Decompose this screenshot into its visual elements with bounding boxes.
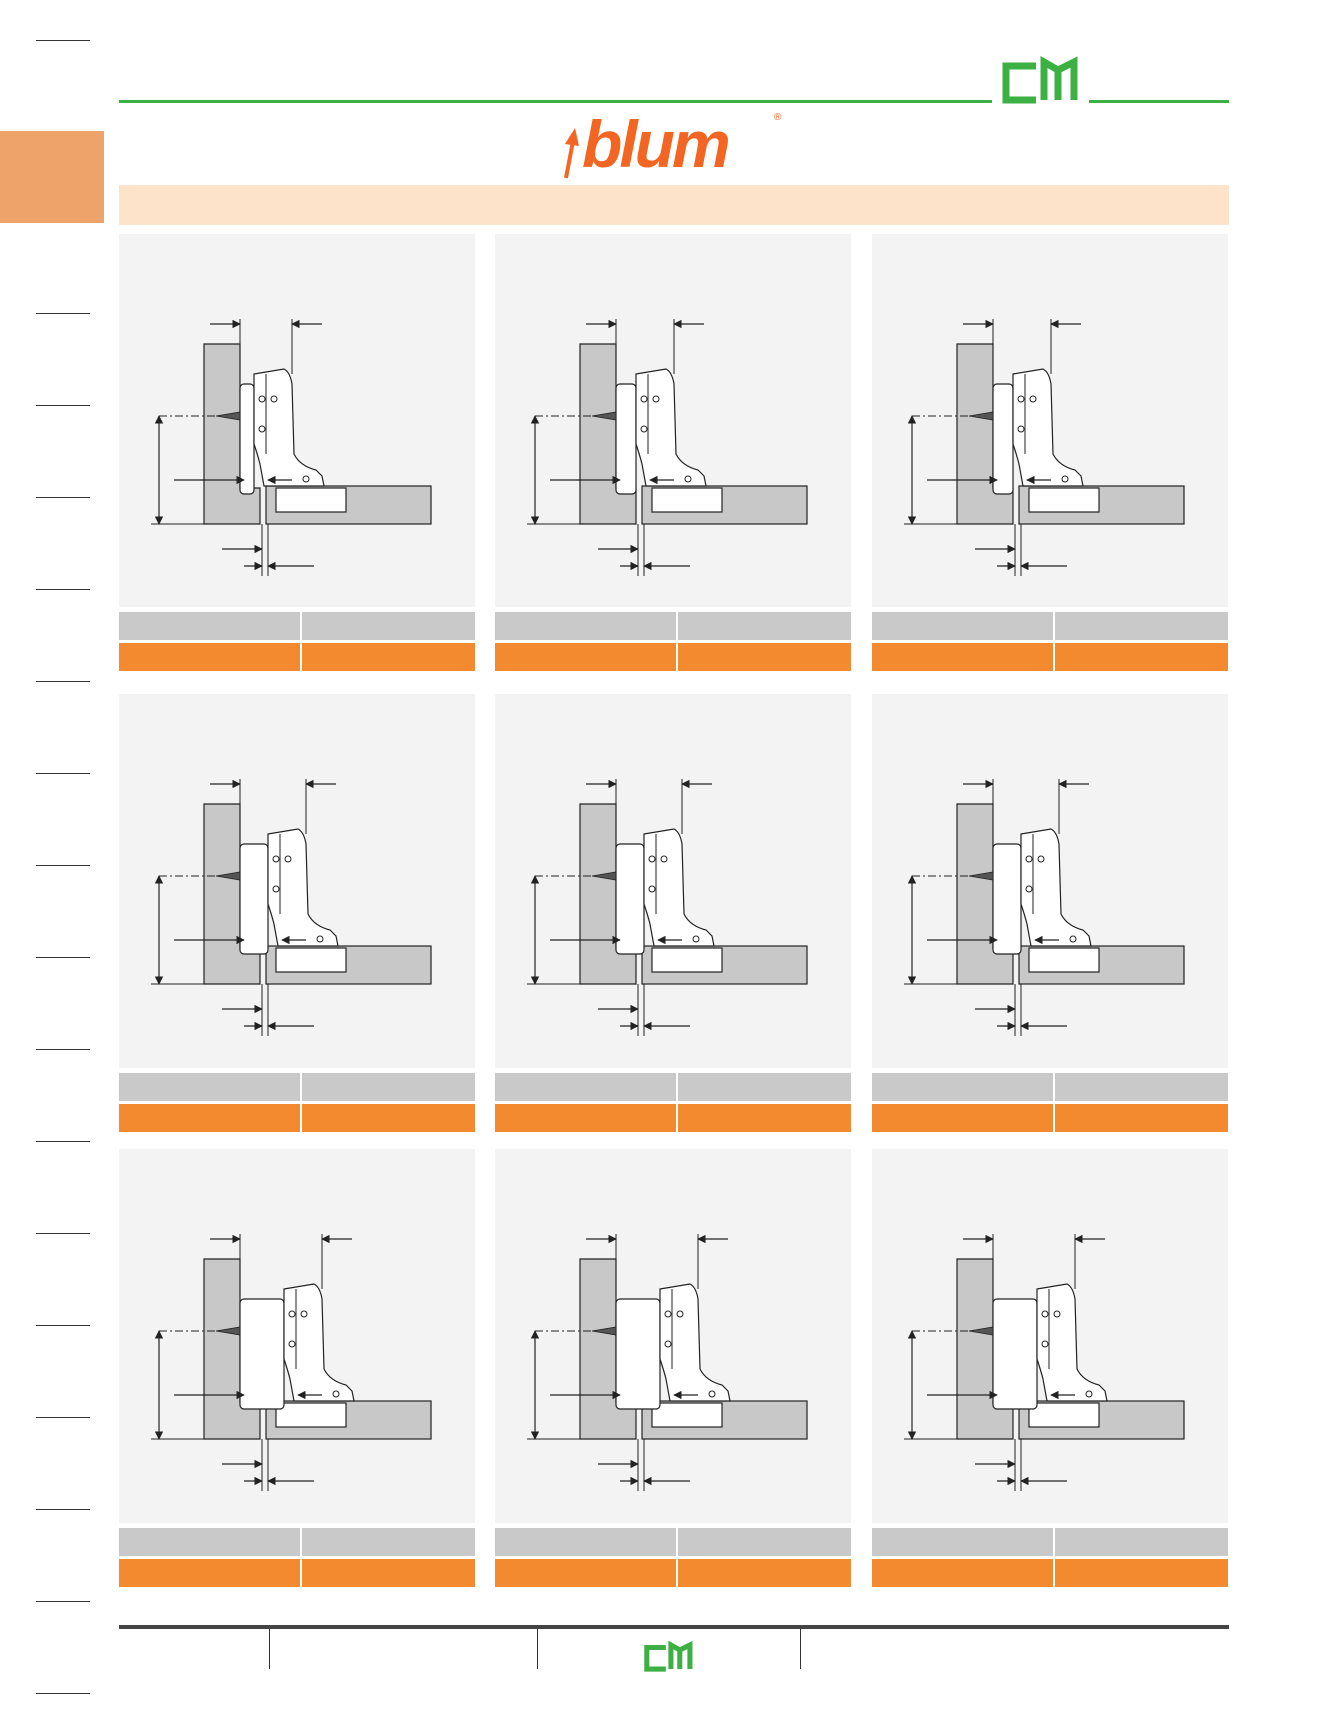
margin-tick [36,1417,90,1418]
hinge-card [119,1149,475,1523]
hinge-card [119,234,475,607]
spec-row-orange [872,1559,1228,1587]
margin-tick [36,865,90,866]
spec-row-grey [495,612,851,640]
blum-wordmark: blum [582,107,728,181]
cell-separator [676,1104,678,1132]
section-banner [119,185,1229,225]
margin-tick [36,957,90,958]
margin-tick [36,1601,90,1602]
hinge-diagram [527,1234,807,1491]
hinge-diagram [904,319,1184,576]
hinge-drawing [495,234,851,607]
margin-tick [36,40,90,41]
cell-separator [300,1073,302,1101]
hinge-diagram [527,779,807,1036]
spec-row-orange [495,1559,851,1587]
cell-separator [300,612,302,640]
cell-separator [676,612,678,640]
margin-tick [36,1693,90,1694]
cell-separator [300,1528,302,1556]
hinge-card [872,234,1228,607]
cell-separator [676,643,678,671]
hinge-diagram [904,779,1184,1036]
spec-row-orange [119,1104,475,1132]
margin-tick [36,1509,90,1510]
footer-divider [537,1629,538,1669]
cell-separator [1053,643,1055,671]
hinge-diagram [151,779,431,1036]
hinge-diagram [151,1234,431,1491]
spec-row-orange [495,643,851,671]
hinge-drawing [119,1149,475,1523]
hinge-diagram [904,1234,1184,1491]
hinge-drawing [495,694,851,1068]
cell-separator [1053,1073,1055,1101]
spec-row-grey [495,1073,851,1101]
margin-tick [36,1233,90,1234]
footer-rule [119,1625,1229,1629]
cell-separator [300,1559,302,1587]
cell-separator [676,1528,678,1556]
header-rule-right [1089,100,1229,103]
margin-tick [36,405,90,406]
spec-row-grey [872,1073,1228,1101]
spec-row-grey [872,612,1228,640]
hinge-drawing [119,234,475,607]
hinge-diagram [151,319,431,576]
hinge-drawing [119,694,475,1068]
section-tab[interactable] [0,131,104,223]
hinge-card [495,694,851,1068]
registered-mark-icon: ® [774,112,782,123]
hinge-card [872,1149,1228,1523]
margin-tick [36,773,90,774]
hinge-drawing [495,1149,851,1523]
cell-separator [676,1559,678,1587]
margin-tick [36,313,90,314]
cell-separator [300,1104,302,1132]
hinge-drawing [872,1149,1228,1523]
spec-row-grey [119,1528,475,1556]
cell-separator [1053,1528,1055,1556]
footer-divider [269,1629,270,1669]
cell-separator [1053,1559,1055,1587]
footer-divider [800,1629,801,1669]
spec-row-orange [872,1104,1228,1132]
header-rule-left [119,100,992,103]
hinge-card [495,234,851,607]
hinge-drawing [872,234,1228,607]
spec-row-grey [119,1073,475,1101]
cell-separator [676,1073,678,1101]
hinge-drawing [872,694,1228,1068]
spec-row-grey [495,1528,851,1556]
blum-logo [560,107,790,181]
margin-tick [36,1049,90,1050]
spec-row-grey [872,1528,1228,1556]
cell-separator [1053,1104,1055,1132]
hinge-diagram [527,319,807,576]
margin-tick [36,497,90,498]
spec-row-orange [119,1559,475,1587]
spec-row-orange [119,643,475,671]
footer-cm-logo-icon [643,1640,695,1674]
margin-tick [36,1141,90,1142]
margin-tick [36,681,90,682]
cell-separator [300,643,302,671]
cell-separator [1053,612,1055,640]
hinge-card [495,1149,851,1523]
spec-row-grey [119,612,475,640]
hinge-card [872,694,1228,1068]
spec-row-orange [495,1104,851,1132]
cm-logo-icon [1000,56,1082,106]
margin-tick [36,1325,90,1326]
hinge-card [119,694,475,1068]
spec-row-orange [872,643,1228,671]
margin-tick [36,589,90,590]
